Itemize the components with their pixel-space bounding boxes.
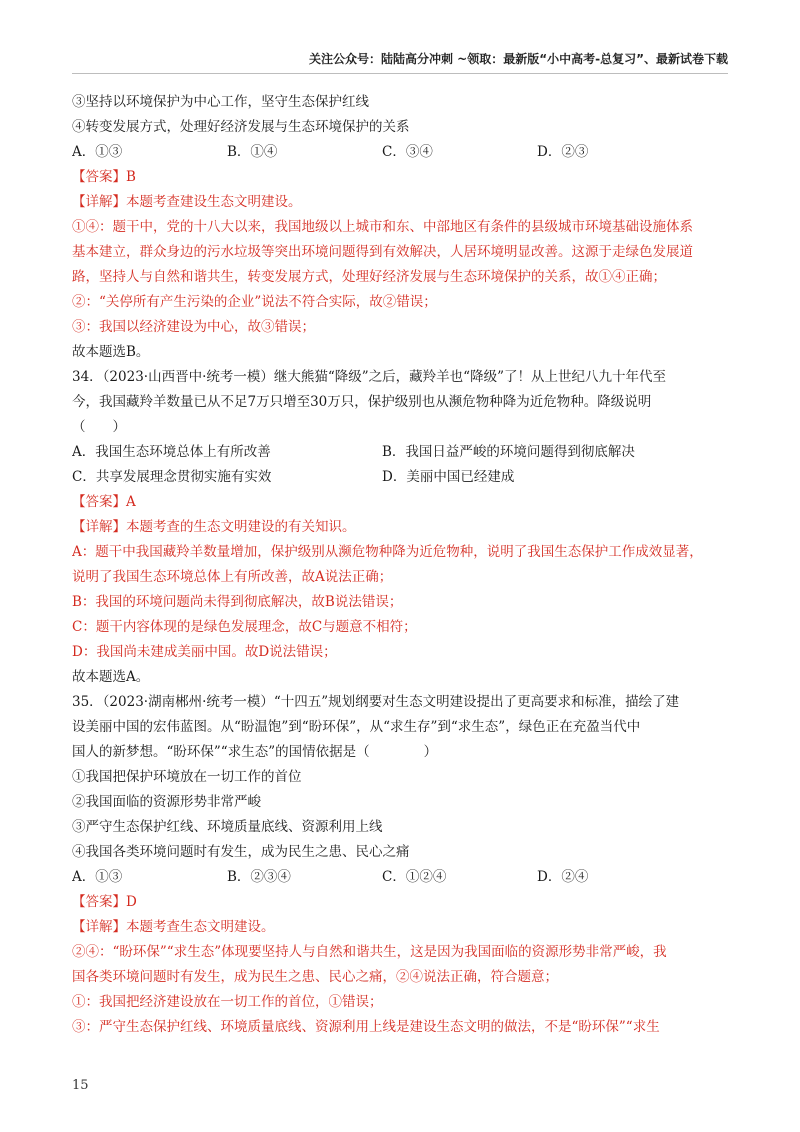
- q33-conclusion: 故本题选B。: [72, 344, 150, 360]
- q35-answer: 【答案】D: [72, 894, 137, 910]
- q34-stem-line: 34．（2023·山西晋中·统考一模）继大熊猫“降级”之后，藏羚羊也“降级”了！从上世纪八九十年代至: [72, 369, 666, 385]
- q35-stem-line: 设美丽中国的宏伟蓝图。从“盼温饱”到“盼环保”，从“求生存”到“求生态”，绿色正在充盈当代中: [72, 719, 641, 735]
- q34-conclusion: 故本题选A。: [72, 669, 150, 685]
- q35-statement-3: ③严守生态保护红线、环境质量底线、资源利用上线: [72, 819, 383, 835]
- q33-explanation-line: ①④：题干中，党的十八大以来，我国地级以上城市和东、中部地区有条件的县级城市环境基础设施体系: [72, 219, 693, 235]
- q33-answer: 【答案】B: [72, 169, 136, 185]
- q35-stem-line: 35．（2023·湖南郴州·统考一模）“十四五”规划纲要对生态文明建设提出了更高要求和标准，描绘了建: [72, 694, 680, 710]
- q35-option-b: B．②③④: [227, 869, 291, 885]
- q34-options-row-2: [72, 465, 732, 490]
- q35-options: [72, 865, 732, 890]
- q34-option-d: D．美丽中国已经建成: [382, 469, 515, 485]
- q34-stem-line: （ ）: [72, 419, 126, 435]
- q35-explanation-line: ②④：“盼环保”“求生态”体现要坚持人与自然和谐共生，这是因为我国面临的资源形势非常严峻，我: [72, 944, 667, 960]
- q35-option-c: C．①②④: [382, 869, 447, 885]
- page-number: 15: [72, 1078, 89, 1093]
- q35-explanation-3: ③：严守生态保护红线、环境质量底线、资源利用上线是建设生态文明的做法，不是“盼环保”“求生: [72, 1019, 660, 1035]
- q33-explanation-line: 基本建立，群众身边的污水垃圾等突出环境问题得到有效解决，人居环境明显改善。这源于走绿色发展道: [72, 244, 693, 260]
- q35-option-d: D．②④: [537, 869, 589, 885]
- q34-explanation-a: 说明了我国生态环境总体上有所改善，故A说法正确；: [72, 569, 393, 585]
- page-header: 关注公众号：陆陆高分冲刺 ~领取：最新版“小中高考-总复习”、最新试卷下载: [309, 52, 728, 66]
- q34-answer: 【答案】A: [72, 494, 136, 510]
- q33-statement-4: ④转变发展方式，处理好经济发展与生态环境保护的关系: [72, 119, 410, 135]
- q34-stem-line: 今，我国藏羚羊数量已从不足7万只增至30万只，保护级别也从濒危物种降为近危物种。降级说明: [72, 394, 652, 410]
- q33-explanation-line: 路，坚持人与自然和谐共生，转变发展方式，处理好经济发展与生态环境保护的关系，故①④正确；: [72, 269, 666, 285]
- document-body: [72, 90, 732, 1040]
- q34-explanation-d: D：我国尚未建成美丽中国。故D说法错误；: [72, 644, 337, 660]
- q34-options-row-1: [72, 440, 732, 465]
- q33-option-d: D．②③: [537, 144, 589, 160]
- q35-statement-1: ①我国把保护环境放在一切工作的首位: [72, 769, 302, 785]
- q33-explanation-3: ③：我国以经济建设为中心，故③错误；: [72, 319, 315, 335]
- q34-explanation-c: C：题干内容体现的是绿色发展理念，故C与题意不相符；: [72, 619, 417, 635]
- q33-statement-3: ③坚持以环境保护为中心工作，坚守生态保护红线: [72, 94, 369, 110]
- q34-option-a: A．我国生态环境总体上有所改善: [72, 444, 271, 460]
- q33-option-a: A．①③: [72, 144, 123, 160]
- q35-detail: 【详解】本题考查生态文明建设。: [72, 919, 275, 935]
- q33-explanation-2: ②：“关停所有产生污染的企业”说法不符合实际，故②错误；: [72, 294, 437, 310]
- q34-option-b: B．我国日益严峻的环境问题得到彻底解决: [382, 444, 635, 460]
- q33-option-c: C．③④: [382, 144, 433, 160]
- q33-detail: 【详解】本题考查建设生态文明建设。: [72, 194, 302, 210]
- q35-explanation-line: 国各类环境问题时有发生，成为民生之患、民心之痛，②④说法正确，符合题意；: [72, 969, 558, 985]
- header-divider: [72, 73, 728, 74]
- q34-explanation-a: A：题干中我国藏羚羊数量增加，保护级别从濒危物种降为近危物种，说明了我国生态保护工作成效显著，: [72, 544, 703, 560]
- q35-option-a: A．①③: [72, 869, 123, 885]
- q34-explanation-b: B：我国的环境问题尚未得到彻底解决，故B说法错误；: [72, 594, 403, 610]
- q33-options: [72, 140, 732, 165]
- q35-explanation-2: ①：我国把经济建设放在一切工作的首位，①错误；: [72, 994, 383, 1010]
- q35-stem-line: 国人的新梦想。“盼环保”“求生态”的国情依据是（ ）: [72, 744, 438, 760]
- q34-detail: 【详解】本题考查的生态文明建设的有关知识。: [72, 519, 356, 535]
- q34-option-c: C．共享发展理念贯彻实施有实效: [72, 469, 272, 485]
- q33-option-b: B．①④: [227, 144, 278, 160]
- q35-statement-2: ②我国面临的资源形势非常严峻: [72, 794, 261, 810]
- q35-statement-4: ④我国各类环境问题时有发生，成为民生之患、民心之痛: [72, 844, 410, 860]
